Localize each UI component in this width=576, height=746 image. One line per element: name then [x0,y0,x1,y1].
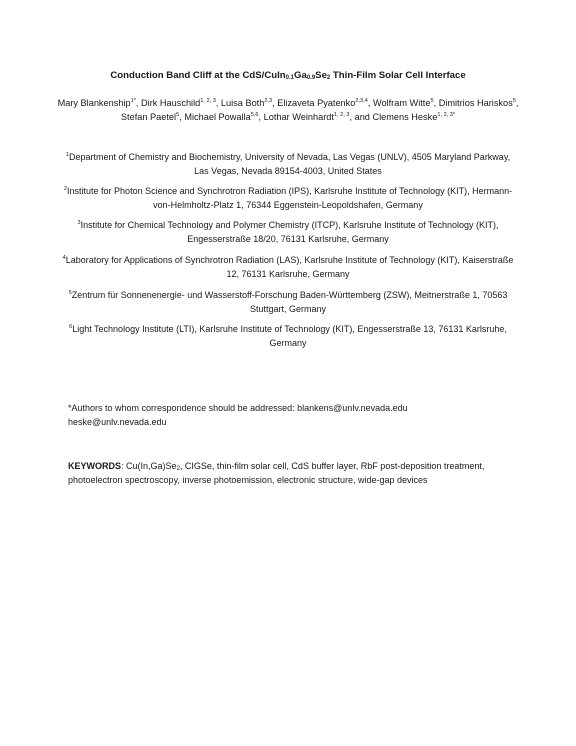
affiliation-2 [60,184,516,212]
author-affiliation-marker: 1, 2, 3 [333,112,350,118]
author-name: Clemens Heske [372,112,438,122]
author-affiliation-marker: 5 [512,98,516,104]
author-name: Mary Blankenship [57,98,131,108]
affiliation-text: Light Technology Institute (LTI), Karlsruhe Institute of Technology (KIT), Engesserstraße 13, 76131 Karlsruhe, Germany [72,324,507,348]
author-list [56,96,520,124]
author-affiliation-marker: 2,3,4 [355,98,368,104]
author-affiliation-marker: 2,3 [264,98,273,104]
affiliation-6 [60,322,516,350]
author-affiliation-marker: 5,6 [250,112,259,118]
author-name: Michael Powalla [184,112,251,122]
author-affiliation-marker: 5 [430,98,434,104]
author-separator: , [272,98,278,108]
affiliation-number: 3 [77,220,81,226]
author-separator: , [179,112,185,122]
title-text-3: Se [315,70,327,81]
affiliation-1 [60,150,516,178]
author-affiliation-marker: 1* [130,98,136,104]
title-text-1: Conduction Band Cliff at the CdS/CuIn [110,70,286,81]
author-name: Elizaveta Pyatenko [277,98,356,108]
author-name: Dirk Hauschild [141,98,201,108]
title-subscript-3: 2 [326,75,331,81]
affiliation-number: 6 [69,324,73,330]
affiliation-number: 5 [68,290,72,296]
correspondence-note [68,401,508,429]
keyword-first: Cu(In,Ga)Se [126,461,177,471]
correspondence-email: heske@unlv.nevada.edu [68,417,167,427]
affiliation-text: Zentrum für Sonnenenergie- und Wasserstoff-Forschung Baden-Württemberg (ZSW), Meitnerstraße 1, 70563 Stuttgart, Germany [71,290,508,314]
keywords-colon: : [121,461,127,471]
author-separator: , [433,98,439,108]
title-subscript-2: 0.9 [306,75,316,81]
author-name: Lothar Weinhardt [263,112,334,122]
affiliation-text: Institute for Photon Science and Synchrotron Radiation (IPS), Karlsruhe Institute of Technology (KIT), Hermann-von-Helmholtz-Platz 1, 76344 Eggenstein-Leopoldshafen, Germany [67,186,513,210]
paper-title [40,69,536,82]
author-name: Wolfram Witte [372,98,431,108]
author-separator: , [215,98,221,108]
author-separator: , [135,98,142,108]
keywords [68,459,513,487]
affiliation-text: Institute for Chemical Technology and Polymer Chemistry (ITCP), Karlsruhe Institute of Technology (KIT), Engesserstraße 18/20, 76131 Karlsruhe, Germany [80,220,499,244]
author-affiliation-marker: 5 [176,112,180,118]
affiliation-number: 4 [62,255,66,261]
affiliation-text: Department of Chemistry and Biochemistry, University of Nevada, Las Vegas (UNLV), 4505 Maryland Parkway, Las Vegas, Nevada 89154-4003, United States [68,152,511,176]
keyword-subscript: 2 [176,466,180,472]
author-separator: , [515,98,519,108]
keywords-label: KEYWORDS [68,461,122,471]
author-name: Luisa Both [220,98,265,108]
affiliation-3 [60,218,516,246]
affiliation-text: Laboratory for Applications of Synchrotron Radiation (LAS), Karlsruhe Institute of Technology (KIT), Kaiserstraße 12, 76131 Karlsruhe, Germany [65,255,514,279]
title-text-2: Ga [294,70,307,81]
author-name: Stefan Paetel [120,112,177,122]
affiliation-number: 1 [65,152,69,158]
author-separator: , [367,98,373,108]
affiliation-number: 2 [63,186,68,192]
affiliation-5 [60,288,516,316]
affiliation-4 [60,253,516,281]
author-affiliation-marker: 1, 2, 3* [437,112,456,118]
keywords-list: , CIGSe, thin-film solar cell, CdS buffer layer, RbF post-deposition treatment, photoelectron spectroscopy, inverse photoemission, electronic structure, wide-gap devices [68,461,485,485]
author-affiliation-marker: 1, 2, 3 [200,98,216,104]
author-separator: , [258,112,264,122]
title-subscript-1: 0.1 [285,75,295,81]
author-name: Dimitrios Hariskos [438,98,513,108]
correspondence-text: *Authors to whom correspondence should be addressed: blankens@unlv.nevada.edu [68,403,408,413]
author-separator: , and [349,112,373,122]
title-text-4: Thin-Film Solar Cell Interface [330,70,466,81]
